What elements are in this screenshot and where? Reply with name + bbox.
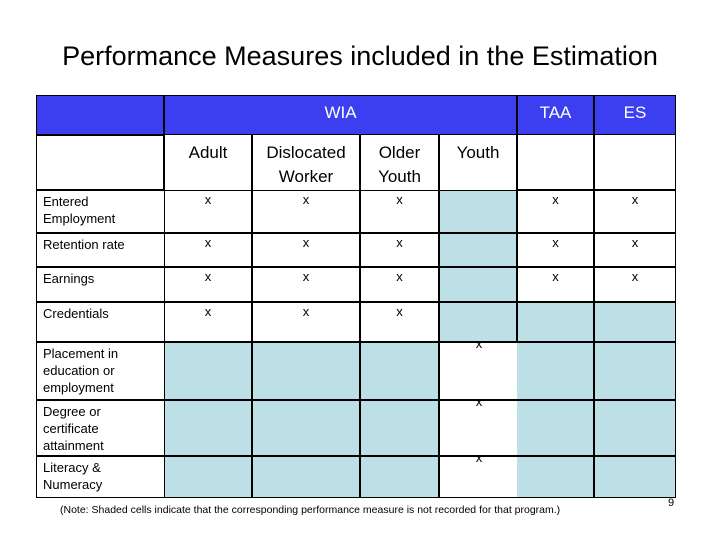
header-wia xyxy=(164,95,517,135)
row-label-cell xyxy=(36,233,164,267)
mark-dislocated: x xyxy=(302,304,310,319)
cell-es xyxy=(594,342,676,400)
page-title: Performance Measures included in the Estimation xyxy=(62,41,658,71)
colhead-taa xyxy=(517,135,594,190)
cell-dislocated xyxy=(252,456,360,498)
row-label-cell xyxy=(36,190,164,233)
cell-es xyxy=(594,302,676,342)
row-label: Literacy & xyxy=(43,460,101,475)
row-label: Degree or xyxy=(43,404,101,419)
mark-older: x xyxy=(396,269,403,284)
colhead-es xyxy=(594,135,676,190)
mark-adult: x xyxy=(204,235,212,250)
row-label-cell xyxy=(36,456,164,498)
row-label: Entered xyxy=(43,194,89,209)
colhead-blank xyxy=(36,135,164,190)
mark-es: x xyxy=(631,192,639,207)
cell-adult xyxy=(164,400,252,456)
colhead-adult xyxy=(164,135,252,190)
mark-adult: x xyxy=(204,304,212,319)
mark-adult: x xyxy=(204,192,212,207)
header-wia-label: WIA xyxy=(324,103,357,122)
cell-taa xyxy=(517,400,594,456)
mark-youth: x xyxy=(475,394,483,409)
colhead-dislocated-line2: Worker xyxy=(278,167,334,186)
cell-older xyxy=(360,342,439,400)
mark-es: x xyxy=(631,235,639,250)
mark-dislocated: x xyxy=(302,235,310,250)
cell-taa xyxy=(517,342,594,400)
header-blank xyxy=(36,95,164,135)
mark-older: x xyxy=(396,304,403,319)
row-label: employment xyxy=(43,380,114,395)
row-label: Placement in xyxy=(43,346,119,361)
header-taa-label: TAA xyxy=(539,103,572,122)
cell-taa xyxy=(517,302,594,342)
cell-adult xyxy=(164,342,252,400)
colhead-dislocated xyxy=(252,135,360,190)
colhead-adult-label: Adult xyxy=(188,143,228,162)
row-label: Earnings xyxy=(43,271,95,286)
row-label: Numeracy xyxy=(43,477,103,492)
mark-older: x xyxy=(396,235,403,250)
colhead-older-line1: Older xyxy=(378,143,421,162)
footnote: (Note: Shaded cells indicate that the corresponding performance measure is not recorded for that program.) xyxy=(60,504,561,516)
cell-es xyxy=(594,456,676,498)
cell-dislocated xyxy=(252,342,360,400)
mark-taa: x xyxy=(552,269,559,284)
cell-youth xyxy=(439,233,517,267)
cell-taa xyxy=(517,456,594,498)
cell-adult xyxy=(164,456,252,498)
row-label: Credentials xyxy=(43,306,109,321)
colhead-youth-label: Youth xyxy=(456,143,500,162)
header-es-label: ES xyxy=(623,103,647,122)
header-es xyxy=(594,95,676,135)
mark-dislocated: x xyxy=(302,269,310,284)
mark-taa: x xyxy=(552,235,559,250)
colhead-youth xyxy=(439,135,517,190)
mark-older: x xyxy=(396,192,403,207)
cell-youth xyxy=(439,190,517,233)
row-label: Employment xyxy=(43,211,116,226)
mark-youth: x xyxy=(475,336,483,351)
cell-youth xyxy=(439,267,517,302)
page-number: 9 xyxy=(668,497,675,509)
row-label-cell xyxy=(36,342,164,400)
mark-dislocated: x xyxy=(302,192,310,207)
header-taa xyxy=(517,95,594,135)
cell-older xyxy=(360,400,439,456)
cell-dislocated xyxy=(252,400,360,456)
row-label-cell xyxy=(36,267,164,302)
mark-youth: x xyxy=(475,450,483,465)
cell-es xyxy=(594,400,676,456)
row-label: certificate xyxy=(43,421,99,436)
mark-taa: x xyxy=(552,192,559,207)
colhead-older-line2: Youth xyxy=(378,167,421,186)
row-label-cell xyxy=(36,400,164,456)
mark-es: x xyxy=(631,269,639,284)
cell-older xyxy=(360,456,439,498)
mark-adult: x xyxy=(204,269,212,284)
row-label-cell xyxy=(36,302,164,342)
row-label: Retention rate xyxy=(43,237,125,252)
colhead-dislocated-line1: Dislocated xyxy=(266,143,346,162)
row-label: education or xyxy=(43,363,115,378)
colhead-older-youth xyxy=(360,135,439,190)
performance-table xyxy=(36,95,676,498)
row-label: attainment xyxy=(43,438,104,453)
